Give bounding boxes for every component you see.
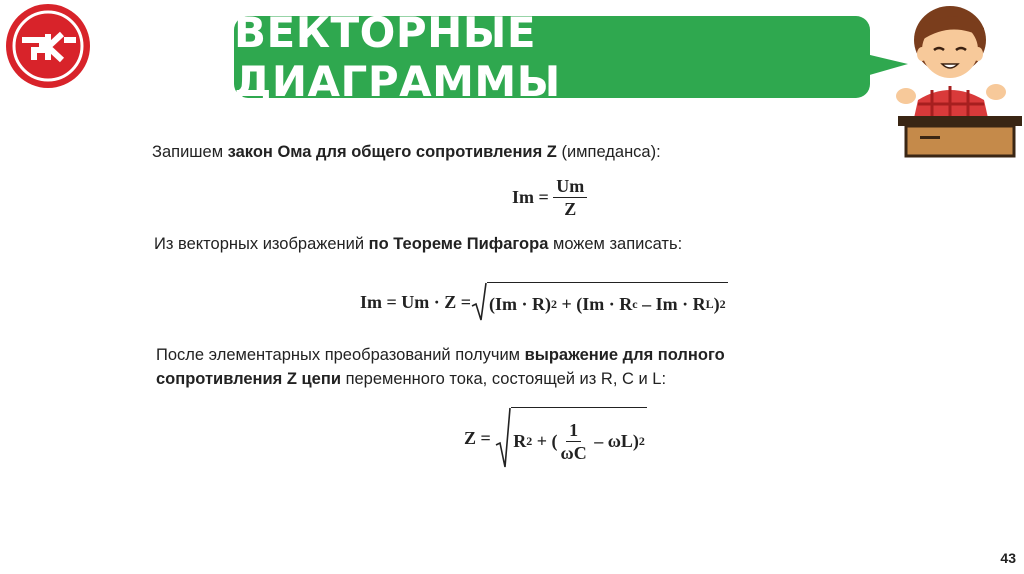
formula1-numerator: Um bbox=[553, 176, 587, 198]
radical-sign-icon bbox=[471, 282, 487, 322]
formula1-denominator: Z bbox=[564, 199, 577, 219]
result-l2-post: переменного тока, состоящей из R, C и L: bbox=[340, 370, 667, 388]
result-text-line1 bbox=[156, 343, 725, 367]
formula2-sub-l: L bbox=[705, 297, 714, 311]
radical-sign-icon bbox=[495, 407, 511, 469]
formula3-tail: – ωL) bbox=[594, 431, 639, 451]
company-logo bbox=[4, 2, 92, 90]
result-text-line2 bbox=[156, 367, 666, 391]
formula3-r: R bbox=[513, 431, 527, 451]
formula1-lhs: Im = bbox=[512, 187, 549, 207]
formula3-plus: + ( bbox=[536, 431, 558, 451]
formula2-close: ) bbox=[713, 294, 720, 314]
title-banner bbox=[234, 8, 870, 106]
result-l1-bold: выражение для полного bbox=[524, 346, 725, 364]
formula2-radical bbox=[471, 282, 728, 322]
formula3-square1: 2 bbox=[526, 434, 533, 448]
intro-post: (импеданса): bbox=[556, 143, 661, 161]
intro-bold: закон Ома для общего сопротивления Z bbox=[227, 143, 557, 161]
pythagoras-pre: Из векторных изображений bbox=[154, 235, 369, 253]
formula-pythagoras bbox=[360, 282, 728, 322]
pythagoras-text bbox=[154, 232, 682, 256]
formula-impedance bbox=[464, 407, 647, 469]
formula3-radical bbox=[495, 407, 647, 469]
teacher-character-illustration bbox=[892, 0, 1024, 160]
formula3-square2: 2 bbox=[638, 434, 645, 448]
formula2-square1: 2 bbox=[551, 297, 558, 311]
formula2-sub-c: c bbox=[632, 297, 638, 311]
formula3-denominator: ωC bbox=[560, 443, 587, 463]
intro-pre: Запишем bbox=[152, 143, 228, 161]
slide-title: ВЕКТОРНЫЕ ДИАГРАММЫ bbox=[234, 8, 561, 106]
formula1-fraction bbox=[553, 176, 587, 219]
result-l2-bold: сопротивления Z цепи bbox=[156, 370, 341, 388]
formula3-numerator: 1 bbox=[566, 420, 581, 442]
formula2-term2: + (Im · R bbox=[561, 294, 633, 314]
formula-ohm-law bbox=[512, 176, 587, 219]
pythagoras-bold: по Теореме Пифагора bbox=[368, 235, 549, 253]
result-l1-pre: После элементарных преобразований получим bbox=[156, 346, 525, 364]
intro-text bbox=[152, 140, 661, 164]
page-number: 43 bbox=[1000, 550, 1016, 566]
formula2-term3: – Im · R bbox=[642, 294, 706, 314]
formula2-square2: 2 bbox=[719, 297, 726, 311]
formula2-lhs: Im = Um · Z = bbox=[360, 291, 472, 312]
formula3-lhs: Z = bbox=[464, 427, 491, 448]
formula3-fraction bbox=[558, 420, 590, 463]
formula2-term1: (Im · R) bbox=[489, 294, 552, 314]
pythagoras-post: можем записать: bbox=[548, 235, 683, 253]
